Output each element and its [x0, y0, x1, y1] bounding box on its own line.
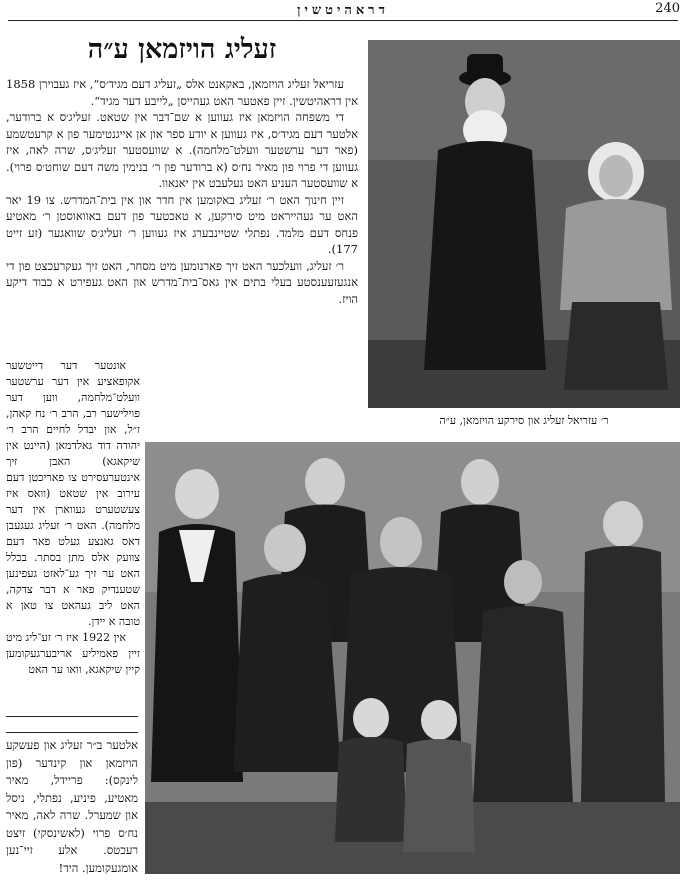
paragraph: אונטער דער דייטשער אקופאציע אין דער ערשטער וועלט־מלחמה, ווען דער פוילישער רב, הרב ר׳ נח קאהן, ז״ל, און יבדל לחיים הרב ר׳ יהודה דוד גאלדמאן (היינט אין שיקאגא) האבן זיך אינטערעסירט צו פאריכטן דעם עירוב אין שטאט (וואס איז צעשטערט געווארן אין דער מלחמה). האט ר׳ זעליג געגעבן דאס גאנצע געלט פאר דעם צוועק אלס מתן בסתר. בכלל האט ער זיך גע־לאזט געפינען שטענדיק פאר א דבר צדקה, האט ליב געהאט צו טאן א טובה א יידן. [6, 359, 140, 628]
article-body-continued [6, 358, 140, 710]
header-rule [8, 20, 678, 21]
sidebar-rule [6, 716, 138, 717]
article-title: זעליג הויזמאן ע״ה [87, 34, 277, 65]
couple-photo-caption: ר׳ עזריאל זעליג און סירקע הויזמאן, ע״ה [439, 414, 609, 427]
paragraph: זיין חינוך האט ר׳ זעליג באקומען אין חדר און אין בית־המדרש. צו 19 יאר האט ער געהייראט מיט סירקען, א טאכטער פון דעם באוואוסטן ר׳ מאטיע פנחס דעם מלמד. נפתלי שטיינבערג איז געווען ר׳ זעליג׳ס שוואגער (זע זייט 177). [6, 192, 358, 256]
paragraph: אין 1922 איז ר׳ זע־ליג מיט זיין פאמיליע אריבערגעקומען קיין שיקאגא, וואו ער האט [6, 631, 140, 676]
running-header [0, 0, 686, 22]
family-photo-caption: אלטער ב״ר זעליג און פעשקע הויזמאן און קינדער (פון לינקס): פריידל, מאיר מאטיע, פיניע, נפתלי, ניסל און שמערל. שרה לאה, מאיר נח׳ס פרוי (לאשינסקי) זיצט רעכטס. אלע זיי־נען אומגעקומען. היד! [6, 732, 138, 877]
paragraph: די משפחה הויזמאן איז געווען א שם־דבר אין שטאט. זעליג׳ס א ברודער, אלטער דעם מגיד׳ס, איז געווען א יודע ספר און אן אייגנטימער פון א קרעטשמע (פאר דער ערשטער וועלט־מלחמה). א שוועסטער זעליג׳ס, שרה לאה, איז געווען די פרוי פון מאיר נח׳ס (א ברודער פון ר׳ בנימין משה דעם שוחט׳ס פרוי). א שוועסטער העניע האט געלעבט אין יאנאוו. [6, 110, 358, 190]
article-body [6, 76, 358, 307]
paragraph: עזריאל זעליג הויזמאן, באקאנט אלס „זעליג דעם מגיד׳ס“, איז געבוירן 1858 אין דראהיטשין. זיין פאטער האט געהייסן „לייבע דער מגיד“. [6, 77, 358, 108]
paragraph: ר׳ זעליג, וועלכער האט זיך פארנומען מיט מסחר, האט זיך געקרעכצט פון די אנגעזעענסטע בעלי בתים אין גאס־בית־מדרש און האט געפירט א כבוד דיקע הויז. [6, 258, 358, 306]
running-title: דראהיטשין [297, 3, 389, 18]
couple-photo [368, 40, 680, 408]
page-number: 240 [655, 1, 680, 16]
family-photo [145, 442, 680, 874]
